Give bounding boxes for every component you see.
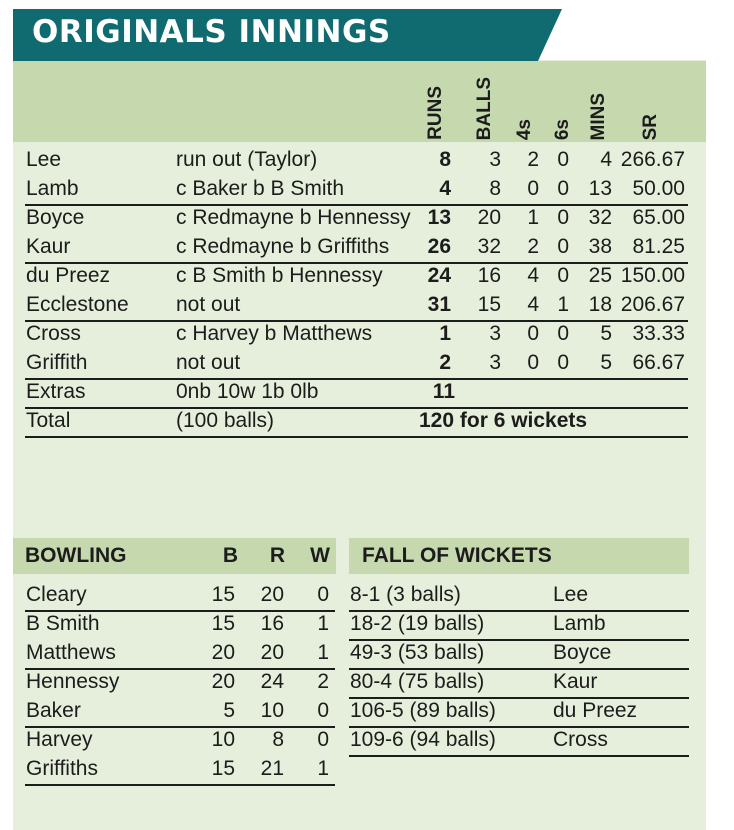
fall-of-wicket-row [349, 639, 689, 670]
wicket-score: 80-4 (75 balls) [350, 670, 485, 693]
mins: 38 [588, 235, 612, 258]
dismissal: not out [176, 351, 241, 374]
innings-title: ORIGINALS INNINGS [32, 14, 391, 50]
bowler-wickets: 1 [317, 612, 329, 635]
runs: 31 [427, 293, 451, 316]
fours: 1 [527, 206, 539, 229]
total-label: Total [26, 409, 71, 432]
header-balls: BALLS [474, 76, 495, 140]
wicket-batter: Boyce [553, 641, 612, 664]
wicket-batter: Kaur [553, 670, 598, 693]
fours: 2 [527, 148, 539, 171]
bowler-wickets: 0 [317, 583, 329, 606]
total-summary: 120 for 6 wickets [419, 409, 588, 432]
sixes: 0 [557, 235, 569, 258]
bowling-header-r: R [269, 544, 285, 567]
bowling-header [13, 538, 336, 574]
bowler-balls: 20 [211, 641, 235, 664]
strike-rate: 66.67 [632, 351, 685, 374]
batter-name: Boyce [26, 206, 85, 229]
fall-of-wicket-row [349, 610, 689, 641]
wicket-score: 18-2 (19 balls) [350, 612, 485, 635]
strike-rate: 81.25 [632, 235, 685, 258]
dismissal: run out (Taylor) [176, 148, 318, 171]
strike-rate: 65.00 [632, 206, 685, 229]
mins: 5 [600, 351, 612, 374]
dismissal: c Baker b B Smith [176, 177, 345, 200]
strike-rate: 50.00 [632, 177, 685, 200]
runs: 26 [427, 235, 451, 258]
mins: 5 [600, 322, 612, 345]
bowler-balls: 15 [211, 612, 235, 635]
wicket-score: 8-1 (3 balls) [350, 583, 461, 606]
batter-name: Ecclestone [26, 293, 129, 316]
bowler-name: Griffiths [26, 757, 98, 780]
bowler-runs: 21 [260, 757, 284, 780]
wicket-score: 106-5 (89 balls) [350, 699, 496, 722]
sixes: 0 [557, 322, 569, 345]
bowler-name: Matthews [26, 641, 116, 664]
runs: 2 [439, 351, 451, 374]
title-banner-notch [538, 9, 562, 61]
mins: 32 [588, 206, 612, 229]
batter-name: Cross [26, 322, 81, 345]
runs: 4 [439, 177, 451, 200]
bowler-name: Cleary [26, 583, 87, 606]
bowler-runs: 16 [260, 612, 284, 635]
total-detail: (100 balls) [176, 409, 275, 432]
bowling-title: BOWLING [25, 544, 127, 567]
fours: 0 [527, 351, 539, 374]
balls: 3 [489, 351, 501, 374]
wicket-batter: du Preez [553, 699, 638, 722]
fours: 4 [527, 293, 539, 316]
batting-row [25, 233, 688, 264]
mins: 18 [588, 293, 612, 316]
extras-row [25, 378, 688, 409]
mins: 4 [600, 148, 612, 171]
bowler-name: Harvey [26, 728, 93, 751]
dismissal: c Harvey b Matthews [176, 322, 373, 345]
header-sr: SR [640, 113, 661, 140]
strike-rate: 266.67 [620, 148, 685, 171]
sixes: 0 [557, 264, 569, 287]
fours: 0 [527, 177, 539, 200]
bowling-row [25, 668, 335, 697]
bowler-wickets: 0 [317, 728, 329, 751]
bowling-row [25, 726, 335, 755]
batter-name: Griffith [26, 351, 88, 374]
sixes: 1 [557, 293, 569, 316]
extras-runs: 11 [432, 380, 455, 403]
bowler-balls: 10 [211, 728, 235, 751]
fall-of-wickets-title: FALL OF WICKETS [362, 544, 552, 567]
sixes: 0 [557, 148, 569, 171]
batting-row [25, 146, 688, 175]
bowling-row [25, 697, 335, 728]
strike-rate: 33.33 [632, 322, 685, 345]
fall-of-wicket-row [349, 726, 689, 757]
extras-detail: 0nb 10w 1b 0lb [176, 380, 319, 403]
batter-name: Kaur [26, 235, 71, 258]
wicket-batter: Cross [553, 728, 608, 751]
wicket-score: 109-6 (94 balls) [350, 728, 496, 751]
bowler-wickets: 0 [317, 699, 329, 722]
fall-of-wicket-row [349, 697, 689, 728]
mins: 25 [588, 264, 612, 287]
header-runs: RUNS [425, 86, 446, 140]
bowler-wickets: 1 [317, 757, 329, 780]
extras-label: Extras [26, 380, 86, 403]
wicket-batter: Lamb [553, 612, 606, 635]
bowler-name: Hennessy [26, 670, 120, 693]
sixes: 0 [557, 206, 569, 229]
wicket-batter: Lee [553, 583, 589, 606]
batting-row [25, 320, 688, 349]
bowler-wickets: 2 [317, 670, 329, 693]
balls: 3 [489, 148, 501, 171]
balls: 16 [477, 264, 501, 287]
batting-row [25, 291, 688, 322]
runs: 24 [427, 264, 451, 287]
strike-rate: 150.00 [620, 264, 685, 287]
runs: 13 [427, 206, 451, 229]
bowler-balls: 15 [211, 583, 235, 606]
batting-row [25, 349, 688, 380]
sixes: 0 [557, 177, 569, 200]
fall-of-wickets-header [349, 538, 689, 574]
fours: 0 [527, 322, 539, 345]
bowler-runs: 20 [260, 641, 284, 664]
dismissal: c B Smith b Hennessy [176, 264, 383, 287]
header-fours: 4s [514, 118, 535, 140]
batting-row [25, 204, 688, 233]
fall-of-wicket-row [349, 581, 689, 612]
batter-name: Lee [26, 148, 62, 171]
runs: 8 [439, 148, 451, 171]
bowler-balls: 15 [211, 757, 235, 780]
balls: 8 [489, 177, 501, 200]
header-mins: MINS [588, 92, 609, 140]
balls: 3 [489, 322, 501, 345]
batter-name: du Preez [26, 264, 111, 287]
bowler-name: B Smith [26, 612, 100, 635]
balls: 15 [477, 293, 501, 316]
bowling-row [25, 581, 335, 612]
bowler-balls: 5 [223, 699, 235, 722]
fall-of-wicket-row [349, 668, 689, 699]
bowler-runs: 10 [260, 699, 284, 722]
bowler-wickets: 1 [317, 641, 329, 664]
dismissal: c Redmayne b Griffiths [176, 235, 390, 258]
runs: 1 [439, 322, 451, 345]
bowler-balls: 20 [211, 670, 235, 693]
mins: 13 [588, 177, 612, 200]
balls: 32 [477, 235, 501, 258]
wicket-score: 49-3 (53 balls) [350, 641, 485, 664]
bowling-row [25, 610, 335, 639]
bowler-runs: 8 [272, 728, 284, 751]
fours: 4 [527, 264, 539, 287]
balls: 20 [477, 206, 501, 229]
fours: 2 [527, 235, 539, 258]
bowler-name: Baker [26, 699, 81, 722]
batting-row [25, 175, 688, 206]
total-row [25, 407, 688, 438]
bowler-runs: 24 [260, 670, 284, 693]
sixes: 0 [557, 351, 569, 374]
batting-row [25, 262, 688, 291]
dismissal: not out [176, 293, 241, 316]
bowling-header-b: B [222, 544, 238, 567]
bowler-runs: 20 [260, 583, 284, 606]
bowling-header-w: W [310, 544, 330, 567]
strike-rate: 206.67 [620, 293, 685, 316]
dismissal: c Redmayne b Hennessy [176, 206, 411, 229]
bowling-row [25, 639, 335, 670]
header-sixes: 6s [552, 118, 573, 140]
batter-name: Lamb [26, 177, 79, 200]
bowling-row [25, 755, 335, 786]
